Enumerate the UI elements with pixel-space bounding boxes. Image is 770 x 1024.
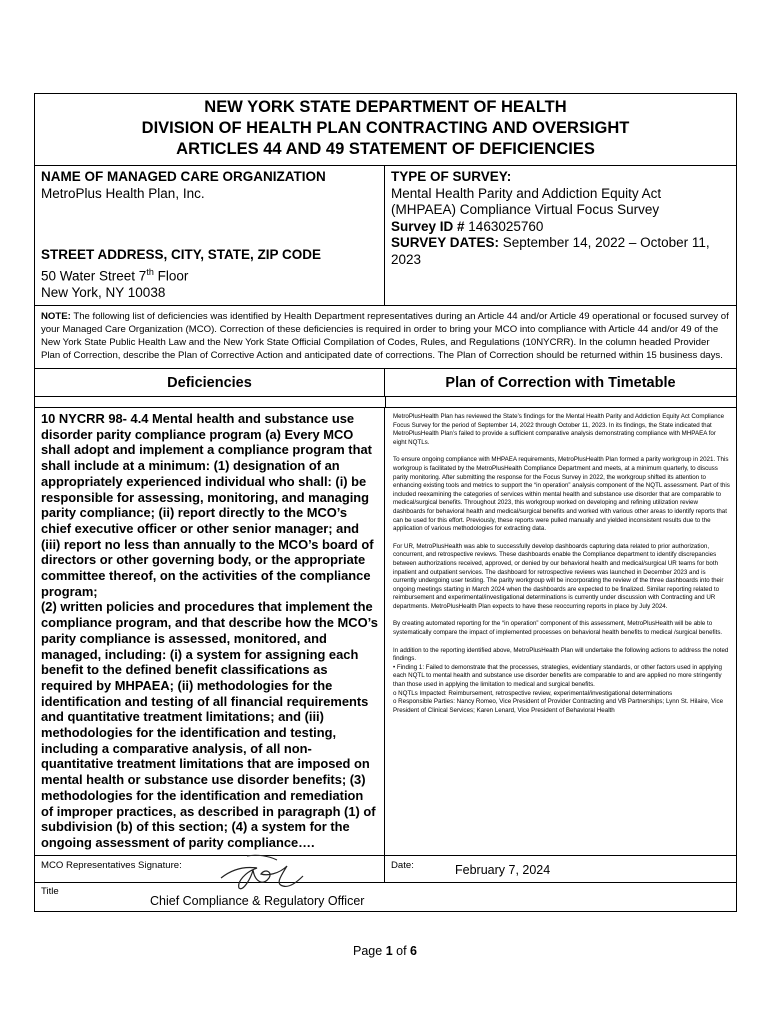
plan-heading: Plan of Correction with Timetable xyxy=(445,375,676,391)
info-row xyxy=(35,166,736,306)
survey-id: Survey ID # 1463025760 xyxy=(391,218,544,234)
signature-label: MCO Representatives Signature: xyxy=(41,859,182,871)
plan-para-7: o NQTLs Impacted: Reimbursement, retrospective review, experimental/investigational determinations xyxy=(393,689,673,697)
deficiencies-heading: Deficiencies xyxy=(35,369,385,396)
document-header xyxy=(35,94,736,166)
date-label: Date: xyxy=(391,859,414,871)
survey-cell xyxy=(385,166,736,305)
survey-dates: SURVEY DATES: September 14, 2022 – October 11, 2023 xyxy=(391,235,710,267)
title-label: Title xyxy=(41,885,59,897)
plan-para-1: MetroPlusHealth Plan has reviewed the State’s findings for the Mental Health Parity and Addiction Equity Act Compliance Focus Survey for the period of September 14, 2022 through October 11, 2023. In its findings, the State indicated that MetroPlusHealth Plan’s failed to provide a sufficient comparative analysis demonstrating compliance with MHPAEA for eight NQTLs. xyxy=(393,413,725,446)
plan-para-5: In addition to the reporting identified above, MetroPlusHealth Plan will undertake the following actions to address the noted findings. xyxy=(393,646,729,663)
deficiency-text xyxy=(35,408,385,855)
survey-type-line-2: (MHPAEA) Compliance Virtual Focus Survey xyxy=(391,202,660,217)
organization-cell xyxy=(35,166,385,305)
date-cell xyxy=(385,856,736,882)
survey-type-label: TYPE OF SURVEY: xyxy=(391,169,512,184)
address-line-2: New York, NY 10038 xyxy=(41,284,166,300)
header-line-2: DIVISION OF HEALTH PLAN CONTRACTING AND OVERSIGHT xyxy=(141,119,630,137)
plan-para-8: o Responsible Parties: Nancy Romeo, Vice President of Provider Contracting and VB Partnerships; Lynn St. Hilaire, Vice President of Clinical Services; Karen Lenard, Vice President of Behavioral Health xyxy=(393,698,724,714)
address-label: STREET ADDRESS, CITY, STATE, ZIP CODE xyxy=(41,247,322,262)
deficiency-para-2: (2) written policies and procedures that implement the compliance program, and that describe how the MCO’s parity compliance is assessed, monitored, and managed, including: (i) a system for assigning each benefit to the defined benefit classifications as required by MHPAEA; (ii) methodologies for the identification and testing of all financial requirements and quantitative treatment limitations; and (iii) methodologies for the identification and testing, including a comparative analysis, of all non-quantitative treatment limitations that are imposed on mental health or substance use disorder benefits; (3) methodologies for the identification and remediation of improper practices, as described in paragraph (1) of subdivision (b) of this section; (4) a system for the ongoing assessment of parity compliance…. xyxy=(41,599,378,850)
org-name-label: NAME OF MANAGED CARE ORGANIZATION xyxy=(41,169,326,184)
header-divider-strip xyxy=(35,397,736,408)
content-row xyxy=(35,408,736,856)
date-value: February 7, 2024 xyxy=(455,862,551,877)
plan-para-2: To ensure ongoing compliance with MHPAEA requirements, MetroPlusHealth Plan formed a parity workgroup in 2021. This workgroup is facilitated by the MetroPlusHealth Compliance Department and meets, at a minimum quarterly, to discuss parity monitoring. After submitting the response for the Focus Survey in 2022, the workgroup shifted its attention to enhancing existing tools and metrics to support the “in operation” analysis component of the NQTL assessment. Part of this included reexamining the categories of services within mental health and substance use disorder that are comparable to medical/surgical benefits. Throughout 2023, this workgroup worked on developing and refining utilization review dashboards for behavioral health and medical/surgical benefits and worked with various other areas to identify reports that can be used for this effort. Previously, these reports were pulled manually and yielded inconsistent results due to the application of various methodologies for extracting data. xyxy=(393,456,730,533)
plan-para-4: By creating automated reporting for the “in operation” component of this assessment, MetroPlusHealth will be able to systematically compare the impact of implemented processes on behavioral health benefits to medical /surgical benefits. xyxy=(393,620,723,637)
signature-row xyxy=(35,856,736,883)
signature-cell xyxy=(35,856,385,882)
page-footer: Page 1 of 6 xyxy=(353,944,417,958)
plan-of-correction-text xyxy=(385,408,736,855)
header-line-3: ARTICLES 44 AND 49 STATEMENT OF DEFICIENCIES xyxy=(176,140,595,158)
title-row xyxy=(35,883,736,911)
column-headers xyxy=(35,369,736,397)
address-line-1: 50 Water Street 7th Floor xyxy=(41,266,189,283)
plan-para-3: For UR, MetroPlusHealth was able to successfully develop dashboards capturing data related to prior authorization, concurrent, and retrospective reviews. These dashboards enable the Compliance department to identify discrepancies between authorizations received, approved, or denied by our behavioral health and medical/surgical UR teams for both inpatient and outpatient services. The dashboard for retrospective reviews was launched in December 2023 and is currently undergoing user testing. The parity workgroup will be incorporating the review of the three dashboards into their ongoing meetings starting in March 2024 when the dashboards are expected to be finalized. Similar reporting related to reimbursement and experimental/investigational determinations is currently under discussion with Contracting and UR departments. MetroPlusHealth Plan expects to have these reoccurring reports in place by July 2024. xyxy=(393,542,724,610)
statement-form xyxy=(34,93,737,912)
deficiency-para-1: 10 NYCRR 98- 4.4 Mental health and substance use disorder parity compliance program (a) Every MCO shall adopt and implement a compliance program that shall include at a minimum: (1) designation of an appropriately experienced individual who shall: (i) be responsible for assessing, monitoring, and managing parity compliance; (ii) report directly to the MCO’s chief executive officer or other senior manager; and (iii) report no less than annually to the MCO’s board of directors or other governing body, or the appropriate committee thereof, on the activities of the compliance program; xyxy=(41,411,374,599)
plan-para-6: • Finding 1: Failed to demonstrate that the processes, strategies, evidentiary standards, or other factors used in applying each NQTL to mental health and substance use disorder benefits are comparable to and are applied no more stringently than those used in applying the limitation to medical and surgical benefits. xyxy=(393,663,722,689)
title-value: Chief Compliance & Regulatory Officer xyxy=(150,893,365,908)
org-name-value: MetroPlus Health Plan, Inc. xyxy=(41,185,205,201)
note-paragraph: NOTE: The following list of deficiencies was identified by Health Department representatives during an Article 44 and/or Article 49 operational or focused survey of your Managed Care Organization (MCO). Correction of these deficiencies is required in order to bring your MCO into compliance with Article 44 and/or 49 of the New York State Public Health Law and the New York State Official Compilation of Codes, Rules, and Regulations (10NYCRR). In the column headed Provider Plan of Correction, describe the Plan of Corrective Action and anticipated date of corrections. The Plan of Correction should be returned within 15 business days. xyxy=(35,306,736,369)
header-line-1: NEW YORK STATE DEPARTMENT OF HEALTH xyxy=(204,98,567,116)
survey-type-line-1: Mental Health Parity and Addiction Equity Act xyxy=(391,185,662,201)
